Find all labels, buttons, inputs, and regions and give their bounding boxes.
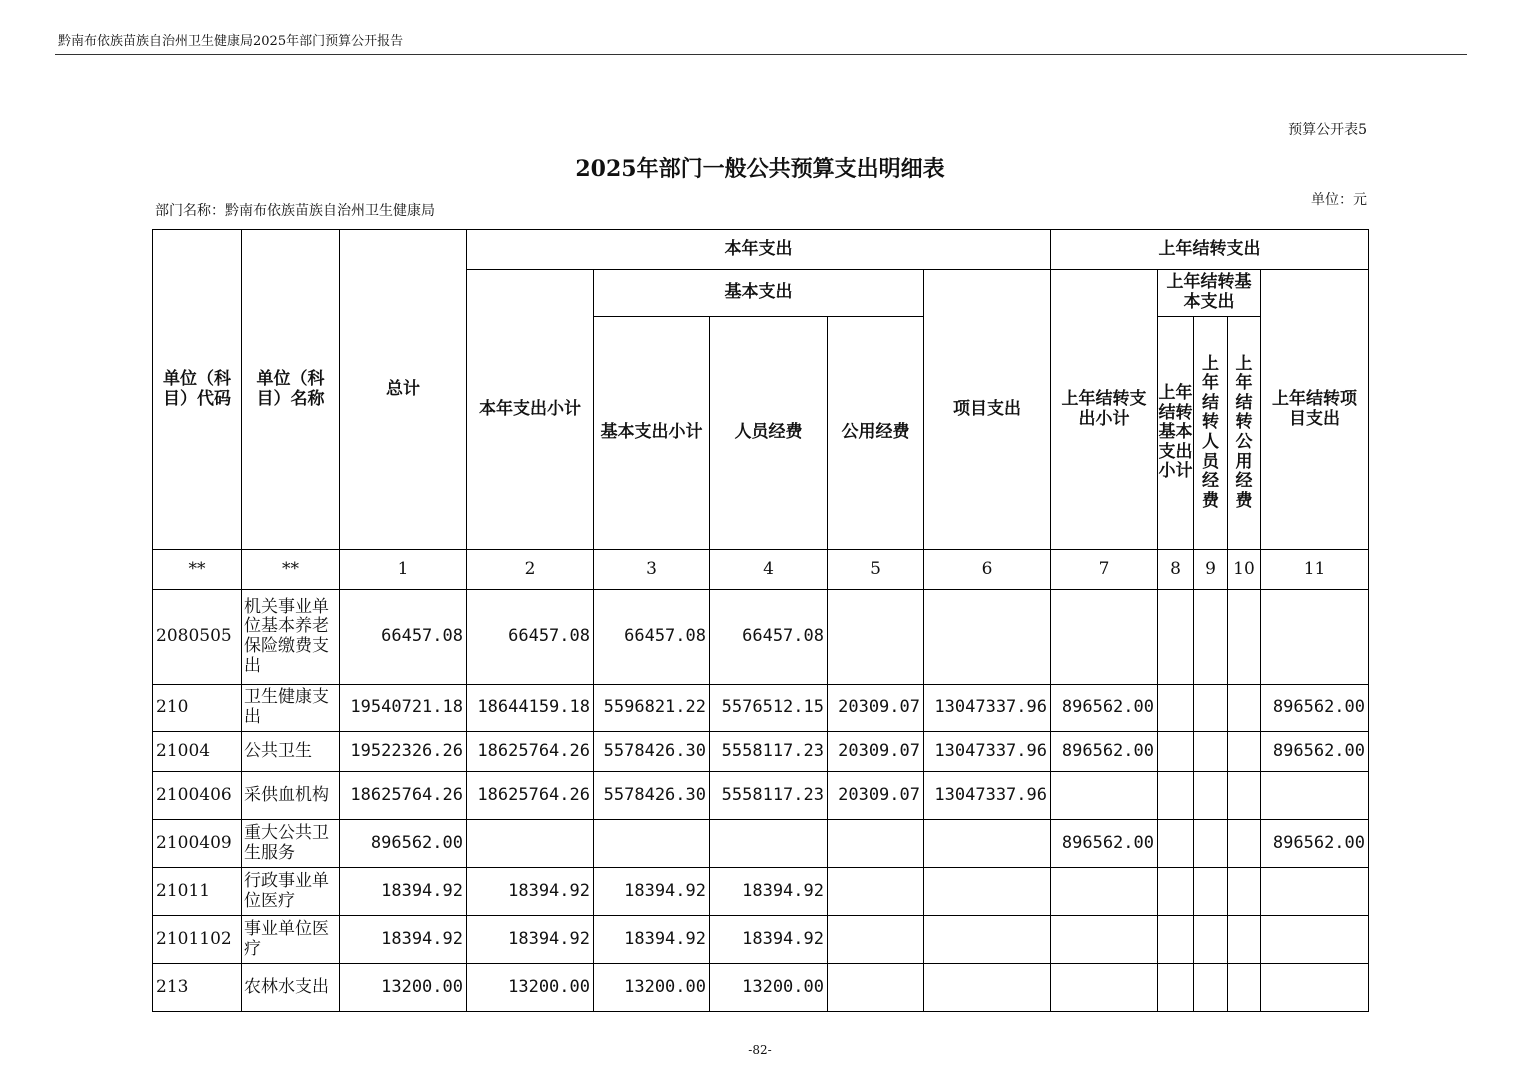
amount-cell (1194, 868, 1228, 916)
header-total: 总计 (340, 230, 467, 550)
table-row (153, 868, 1369, 916)
amount-cell (1051, 772, 1158, 820)
table-row (153, 916, 1369, 964)
table-row (153, 590, 1369, 685)
amount-cell (1261, 868, 1369, 916)
header-prior-public: 上年结转公用经费 (1228, 317, 1261, 550)
amount-cell (828, 964, 924, 1012)
table-row (153, 772, 1369, 820)
amount-cell (1228, 590, 1261, 685)
amount-cell (1228, 964, 1261, 1012)
index-row (153, 550, 1369, 590)
amount-cell (924, 820, 1051, 868)
page-title: 2025年部门一般公共预算支出明细表 (575, 156, 945, 182)
amount-cell (1194, 685, 1228, 732)
amount-cell (828, 868, 924, 916)
amount-cell: 66457.08 (710, 590, 828, 685)
amount-cell (924, 964, 1051, 1012)
header-basic-subtotal: 基本支出小计 (594, 317, 710, 550)
amount-cell (828, 916, 924, 964)
amount-cell (828, 820, 924, 868)
amount-cell: 896562.00 (1051, 820, 1158, 868)
amount-cell (1194, 772, 1228, 820)
row-code: 2080505 (153, 590, 242, 685)
header-prior-personnel: 上年结转人员经费 (1194, 317, 1228, 550)
amount-cell: 18625764.26 (340, 772, 467, 820)
amount-cell: 18625764.26 (467, 732, 594, 772)
amount-cell: 13200.00 (594, 964, 710, 1012)
amount-cell (924, 868, 1051, 916)
amount-cell (1158, 590, 1194, 685)
amount-cell (1051, 964, 1158, 1012)
amount-cell (1158, 916, 1194, 964)
amount-cell: 896562.00 (1261, 685, 1369, 732)
amount-cell (1158, 732, 1194, 772)
department-name: 部门名称：黔南布依族苗族自治州卫生健康局 (155, 203, 435, 219)
index-cell: 10 (1228, 550, 1261, 590)
table-row (153, 820, 1369, 868)
index-cell: ** (242, 550, 340, 590)
amount-cell: 13047337.96 (924, 772, 1051, 820)
header-basic: 基本支出 (594, 270, 924, 317)
index-cell: 2 (467, 550, 594, 590)
amount-cell (1228, 732, 1261, 772)
amount-cell (1194, 732, 1228, 772)
header-row-1 (153, 230, 1369, 270)
amount-cell: 896562.00 (1051, 685, 1158, 732)
table-body (153, 230, 1369, 1012)
amount-cell (1051, 916, 1158, 964)
header-prior-basic: 上年结转基本支出 (1158, 270, 1261, 317)
amount-cell: 896562.00 (1261, 820, 1369, 868)
header-rule (55, 54, 1467, 55)
amount-cell: 20309.07 (828, 732, 924, 772)
amount-cell (1051, 590, 1158, 685)
index-cell: 5 (828, 550, 924, 590)
amount-cell (1228, 916, 1261, 964)
amount-cell: 18644159.18 (467, 685, 594, 732)
amount-cell: 5576512.15 (710, 685, 828, 732)
header-prior-subtotal: 上年结转支出小计 (1051, 270, 1158, 550)
index-cell: 11 (1261, 550, 1369, 590)
amount-cell: 5558117.23 (710, 772, 828, 820)
amount-cell: 5578426.30 (594, 772, 710, 820)
index-cell: ** (153, 550, 242, 590)
row-name: 公共卫生 (242, 732, 340, 772)
amount-cell: 13047337.96 (924, 732, 1051, 772)
amount-cell: 18625764.26 (467, 772, 594, 820)
amount-cell (1158, 964, 1194, 1012)
table-row (153, 685, 1369, 732)
header-public: 公用经费 (828, 317, 924, 550)
amount-cell: 13200.00 (467, 964, 594, 1012)
amount-cell (1261, 916, 1369, 964)
amount-cell (924, 916, 1051, 964)
row-code: 21011 (153, 868, 242, 916)
amount-cell: 896562.00 (1261, 732, 1369, 772)
amount-cell (467, 820, 594, 868)
currency-unit: 单位：元 (1311, 192, 1367, 208)
amount-cell (1228, 868, 1261, 916)
header-personnel: 人员经费 (710, 317, 828, 550)
index-cell: 9 (1194, 550, 1228, 590)
amount-cell (1158, 772, 1194, 820)
amount-cell: 18394.92 (594, 868, 710, 916)
header-project: 项目支出 (924, 270, 1051, 550)
amount-cell: 18394.92 (340, 868, 467, 916)
row-code: 2100409 (153, 820, 242, 868)
amount-cell: 896562.00 (340, 820, 467, 868)
amount-cell (1261, 964, 1369, 1012)
amount-cell: 18394.92 (710, 916, 828, 964)
table-row (153, 732, 1369, 772)
amount-cell: 66457.08 (594, 590, 710, 685)
amount-cell: 13200.00 (340, 964, 467, 1012)
amount-cell: 896562.00 (1051, 732, 1158, 772)
amount-cell (1158, 820, 1194, 868)
row-code: 210 (153, 685, 242, 732)
row-name: 事业单位医疗 (242, 916, 340, 964)
row-code: 21004 (153, 732, 242, 772)
amount-cell: 13200.00 (710, 964, 828, 1012)
amount-cell (1158, 685, 1194, 732)
amount-cell (924, 590, 1051, 685)
amount-cell (1194, 820, 1228, 868)
amount-cell: 18394.92 (340, 916, 467, 964)
index-cell: 6 (924, 550, 1051, 590)
amount-cell: 13047337.96 (924, 685, 1051, 732)
row-name: 采供血机构 (242, 772, 340, 820)
amount-cell (710, 820, 828, 868)
amount-cell: 20309.07 (828, 685, 924, 732)
header-prior-basic-subtotal: 上年结转基本支出小计 (1158, 317, 1194, 550)
page-number: -82- (748, 1043, 772, 1057)
row-name: 机关事业单位基本养老保险缴费支出 (242, 590, 340, 685)
amount-cell (1158, 868, 1194, 916)
table-row (153, 964, 1369, 1012)
row-code: 213 (153, 964, 242, 1012)
amount-cell (1228, 772, 1261, 820)
amount-cell: 20309.07 (828, 772, 924, 820)
amount-cell: 5558117.23 (710, 732, 828, 772)
amount-cell: 5578426.30 (594, 732, 710, 772)
index-cell: 4 (710, 550, 828, 590)
amount-cell (1261, 772, 1369, 820)
running-header: 黔南布依族苗族自治州卫生健康局2025年部门预算公开报告 (58, 34, 404, 49)
header-code: 单位（科目）代码 (153, 230, 242, 550)
budget-table (152, 229, 1369, 1012)
amount-cell: 19522326.26 (340, 732, 467, 772)
row-name: 重大公共卫生服务 (242, 820, 340, 868)
amount-cell: 19540721.18 (340, 685, 467, 732)
index-cell: 8 (1158, 550, 1194, 590)
row-name: 行政事业单位医疗 (242, 868, 340, 916)
amount-cell: 5596821.22 (594, 685, 710, 732)
amount-cell (594, 820, 710, 868)
table-number: 预算公开表5 (1288, 122, 1367, 138)
index-cell: 7 (1051, 550, 1158, 590)
amount-cell: 18394.92 (467, 868, 594, 916)
index-cell: 3 (594, 550, 710, 590)
amount-cell: 66457.08 (340, 590, 467, 685)
amount-cell: 18394.92 (594, 916, 710, 964)
header-current-year: 本年支出 (467, 230, 1051, 270)
header-prior-project: 上年结转项目支出 (1261, 270, 1369, 550)
row-code: 2100406 (153, 772, 242, 820)
amount-cell: 66457.08 (467, 590, 594, 685)
amount-cell: 18394.92 (467, 916, 594, 964)
header-current-subtotal: 本年支出小计 (467, 270, 594, 550)
amount-cell (1051, 868, 1158, 916)
header-prior-year: 上年结转支出 (1051, 230, 1369, 270)
amount-cell (1194, 964, 1228, 1012)
row-name: 农林水支出 (242, 964, 340, 1012)
index-cell: 1 (340, 550, 467, 590)
amount-cell (1261, 590, 1369, 685)
row-code: 2101102 (153, 916, 242, 964)
amount-cell (1194, 590, 1228, 685)
amount-cell: 18394.92 (710, 868, 828, 916)
row-name: 卫生健康支出 (242, 685, 340, 732)
header-name: 单位（科目）名称 (242, 230, 340, 550)
amount-cell (1228, 820, 1261, 868)
amount-cell (1228, 685, 1261, 732)
amount-cell (828, 590, 924, 685)
amount-cell (1194, 916, 1228, 964)
